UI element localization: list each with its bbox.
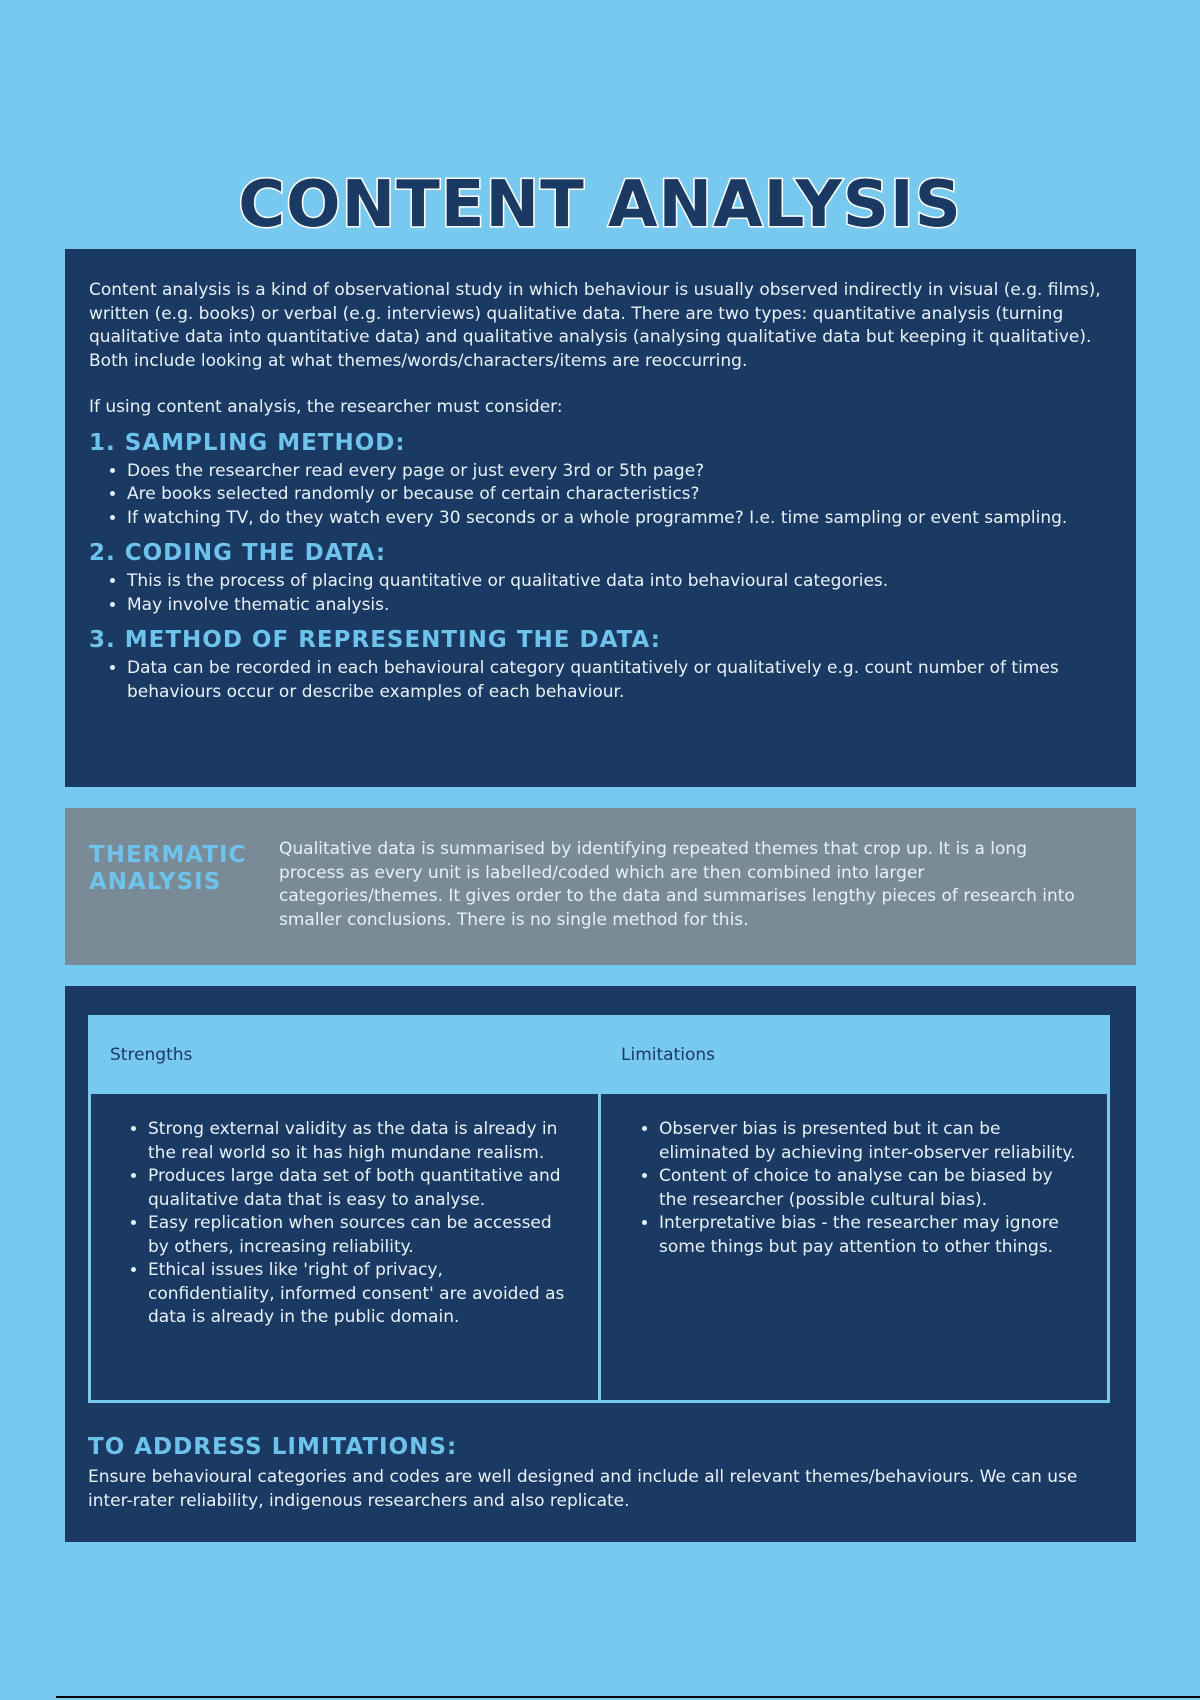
strengths-header: Strengths [110, 1045, 193, 1065]
strengths-limitations-table [88, 1015, 1110, 1403]
table-header [91, 1018, 1107, 1094]
intro-panel [65, 249, 1136, 787]
sampling-method-heading: 1. SAMPLING METHOD: [89, 429, 406, 456]
limitations-header: Limitations [621, 1045, 715, 1065]
list-item: • Easy replication when sources can be accessed by others, increasing reliability. [148, 1212, 566, 1259]
list-item: • Data can be recorded in each behavioural category quantitatively or qualitatively e.g. count number of times behaviours occur or describe examples of each behaviour. [127, 657, 1112, 704]
thematic-analysis-panel [65, 808, 1136, 965]
list-item: • This is the process of placing quantitative or qualitative data into behavioural categories. [127, 570, 1112, 594]
thematic-analysis-heading [89, 842, 279, 965]
address-limitations-heading: TO ADDRESS LIMITATIONS: [88, 1434, 458, 1460]
list-item: • Interpretative bias - the researcher may ignore some things but pay attention to other things. [659, 1212, 1077, 1259]
strengths-column [116, 1118, 566, 1330]
footer-rule [56, 1696, 1200, 1698]
list-item: • Produces large data set of both quantitative and qualitative data that is easy to analyse. [148, 1165, 566, 1212]
intro-paragraph: Content analysis is a kind of observational study in which behaviour is usually observed indirectly in visual (e.g. films), written (e.g. books) or verbal (e.g. interviews) qualitative data. There are two types: quantitative analysis (turning qualitative data into quantitative data) and qualitative analysis (analysing qualitative data but keeping it qualitative). Both include looking at what themes/words/characters/items are reoccurring. [89, 280, 1101, 371]
thematic-heading-line2: ANALYSIS [89, 869, 222, 895]
thematic-analysis-text: Qualitative data is summarised by identifying repeated themes that crop up. It is a long process as every unit is labelled/coded which are then combined into larger categories/themes. It gives order to the data and summarises lengthy pieces of research into smaller conclusions. There is no single method for this. [279, 839, 1075, 930]
strengths-list [116, 1118, 566, 1330]
coding-data-list [89, 570, 1112, 617]
list-item: • Does the researcher read every page or just every 3rd or 5th page? [127, 460, 1112, 484]
limitations-column [627, 1118, 1077, 1259]
evaluation-panel [65, 986, 1136, 1542]
list-item: • Are books selected randomly or because of certain characteristics? [127, 483, 1112, 507]
consider-paragraph: If using content analysis, the researcher must consider: [89, 397, 563, 417]
address-limitations-text: Ensure behavioural categories and codes are well designed and include all relevant themes/behaviours. We can use inter-rater reliability, indigenous researchers and also replicate. [88, 1467, 1078, 1511]
list-item: • Observer bias is presented but it can be eliminated by achieving inter-observer reliability. [659, 1118, 1077, 1165]
list-item: • If watching TV, do they watch every 30 seconds or a whole programme? I.e. time sampling or event sampling. [127, 507, 1112, 531]
representing-data-heading: 3. METHOD OF REPRESENTING THE DATA: [89, 627, 661, 653]
list-item: • Ethical issues like 'right of privacy, confidentiality, informed consent' are avoided as data is already in the public domain. [148, 1259, 566, 1330]
sampling-method-list [89, 460, 1112, 531]
table-column-divider [598, 1094, 601, 1400]
thematic-heading-line1: THERMATIC [89, 842, 247, 868]
page-title: CONTENT ANALYSIS [238, 168, 962, 242]
coding-data-heading: 2. CODING THE DATA: [89, 540, 387, 566]
list-item: • Strong external validity as the data is already in the real world so it has high mundane realism. [148, 1118, 566, 1165]
representing-data-list [89, 657, 1112, 704]
list-item: • May involve thematic analysis. [127, 594, 1112, 618]
limitations-list [627, 1118, 1077, 1259]
list-item: • Content of choice to analyse can be biased by the researcher (possible cultural bias). [659, 1165, 1077, 1212]
